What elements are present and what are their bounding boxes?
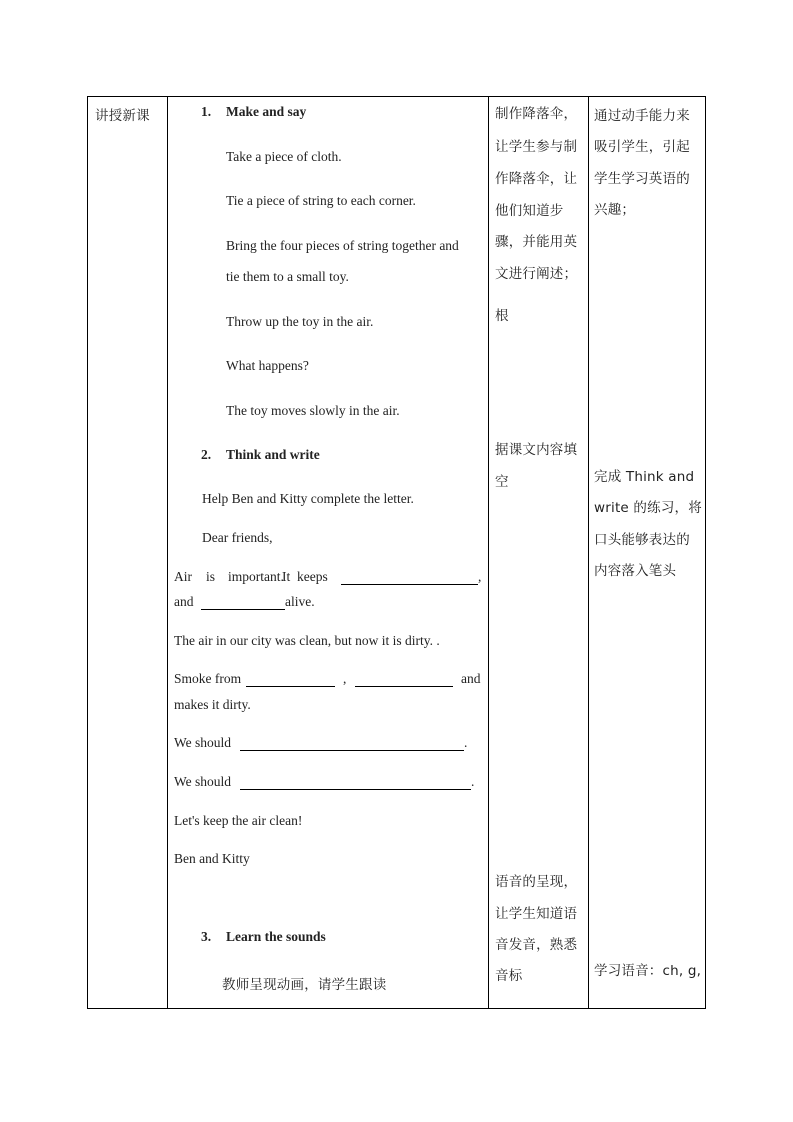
column-divider [488,97,489,1008]
answer-blank[interactable] [240,789,471,790]
step-text: Take a piece of cloth. [226,149,342,164]
letter-word: alive. [285,594,315,609]
design-text: 吸引学生，引起 [594,139,690,155]
step-text: Tie a piece of string to each corner. [226,193,416,208]
section-2-number: 2. [201,447,212,462]
design-text: write 的练习，将 [594,500,702,516]
section-1-title: Make and say [226,104,307,119]
purpose-text: 让学生参与制 [495,139,578,155]
purpose-text: 根 [495,308,509,324]
letter-word: and [461,671,481,686]
letter-punct: . [464,735,468,750]
letter-word: is [206,569,216,584]
letter-word: Smoke from [174,671,242,686]
design-text: 学习语音：ch, g, [594,963,702,979]
stage-label: 讲授新课 [95,108,150,124]
design-text: 口头能够表达的 [594,532,690,548]
design-text: 内容落入笔头 [594,563,677,579]
design-text: 兴趣； [594,202,636,218]
section-1-number: 1. [201,104,212,119]
step-text: What happens? [226,358,309,373]
letter-word: Air [174,569,192,584]
purpose-text: 让学生知道语 [495,906,578,922]
letter-line: Let's keep the air clean! [174,813,303,828]
letter-word: keeps [297,569,328,584]
design-text: 学生学习英语的 [594,171,690,187]
section-3-number: 3. [201,929,212,944]
step-text: Bring the four pieces of string together and [226,238,459,253]
step-text: Throw up the toy in the air. [226,314,374,329]
purpose-text: 据课文内容填 [495,442,578,458]
answer-blank[interactable] [240,750,464,751]
letter-punct: . [471,774,475,789]
section-3-title: Learn the sounds [226,929,326,944]
letter-line: makes it dirty. [174,697,251,712]
step-text: tie them to a small toy. [226,269,349,284]
letter-word: We should [174,774,232,789]
letter-punct: , [343,671,347,686]
letter-word: and [174,594,194,609]
answer-blank[interactable] [246,686,335,687]
design-text: 完成 Think and [594,469,695,485]
letter-signature: Ben and Kitty [174,851,250,866]
letter-word: important. [228,569,284,584]
purpose-text: 骤，并能用英 [495,234,578,250]
instruction-text: Help Ben and Kitty complete the letter. [202,491,414,506]
column-divider [588,97,589,1008]
letter-word: We should [174,735,232,750]
step-text: The toy moves slowly in the air. [226,403,400,418]
column-divider [167,97,168,1008]
purpose-text: 语音的呈现， [495,874,578,890]
letter-line: The air in our city was clean, but now it is dirty. . [174,633,440,648]
design-text: 通过动手能力来 [594,108,690,124]
lesson-table [87,96,706,1009]
answer-blank[interactable] [201,609,285,610]
purpose-text: 作降落伞，让 [495,171,578,187]
letter-punct: , [478,569,482,584]
section-3-text: 教师呈现动画，请学生跟读 [222,977,387,993]
answer-blank[interactable] [355,686,453,687]
purpose-text: 文进行阐述； [495,266,578,282]
purpose-text: 音发音，熟悉 [495,937,578,953]
purpose-text: 制作降落伞， [495,106,578,122]
letter-word: It [282,569,291,584]
letter-greeting: Dear friends, [202,530,273,545]
purpose-text: 他们知道步 [495,203,564,219]
purpose-text: 音标 [495,968,523,984]
purpose-text: 空 [495,474,509,490]
answer-blank[interactable] [341,584,478,585]
section-2-title: Think and write [226,447,320,462]
